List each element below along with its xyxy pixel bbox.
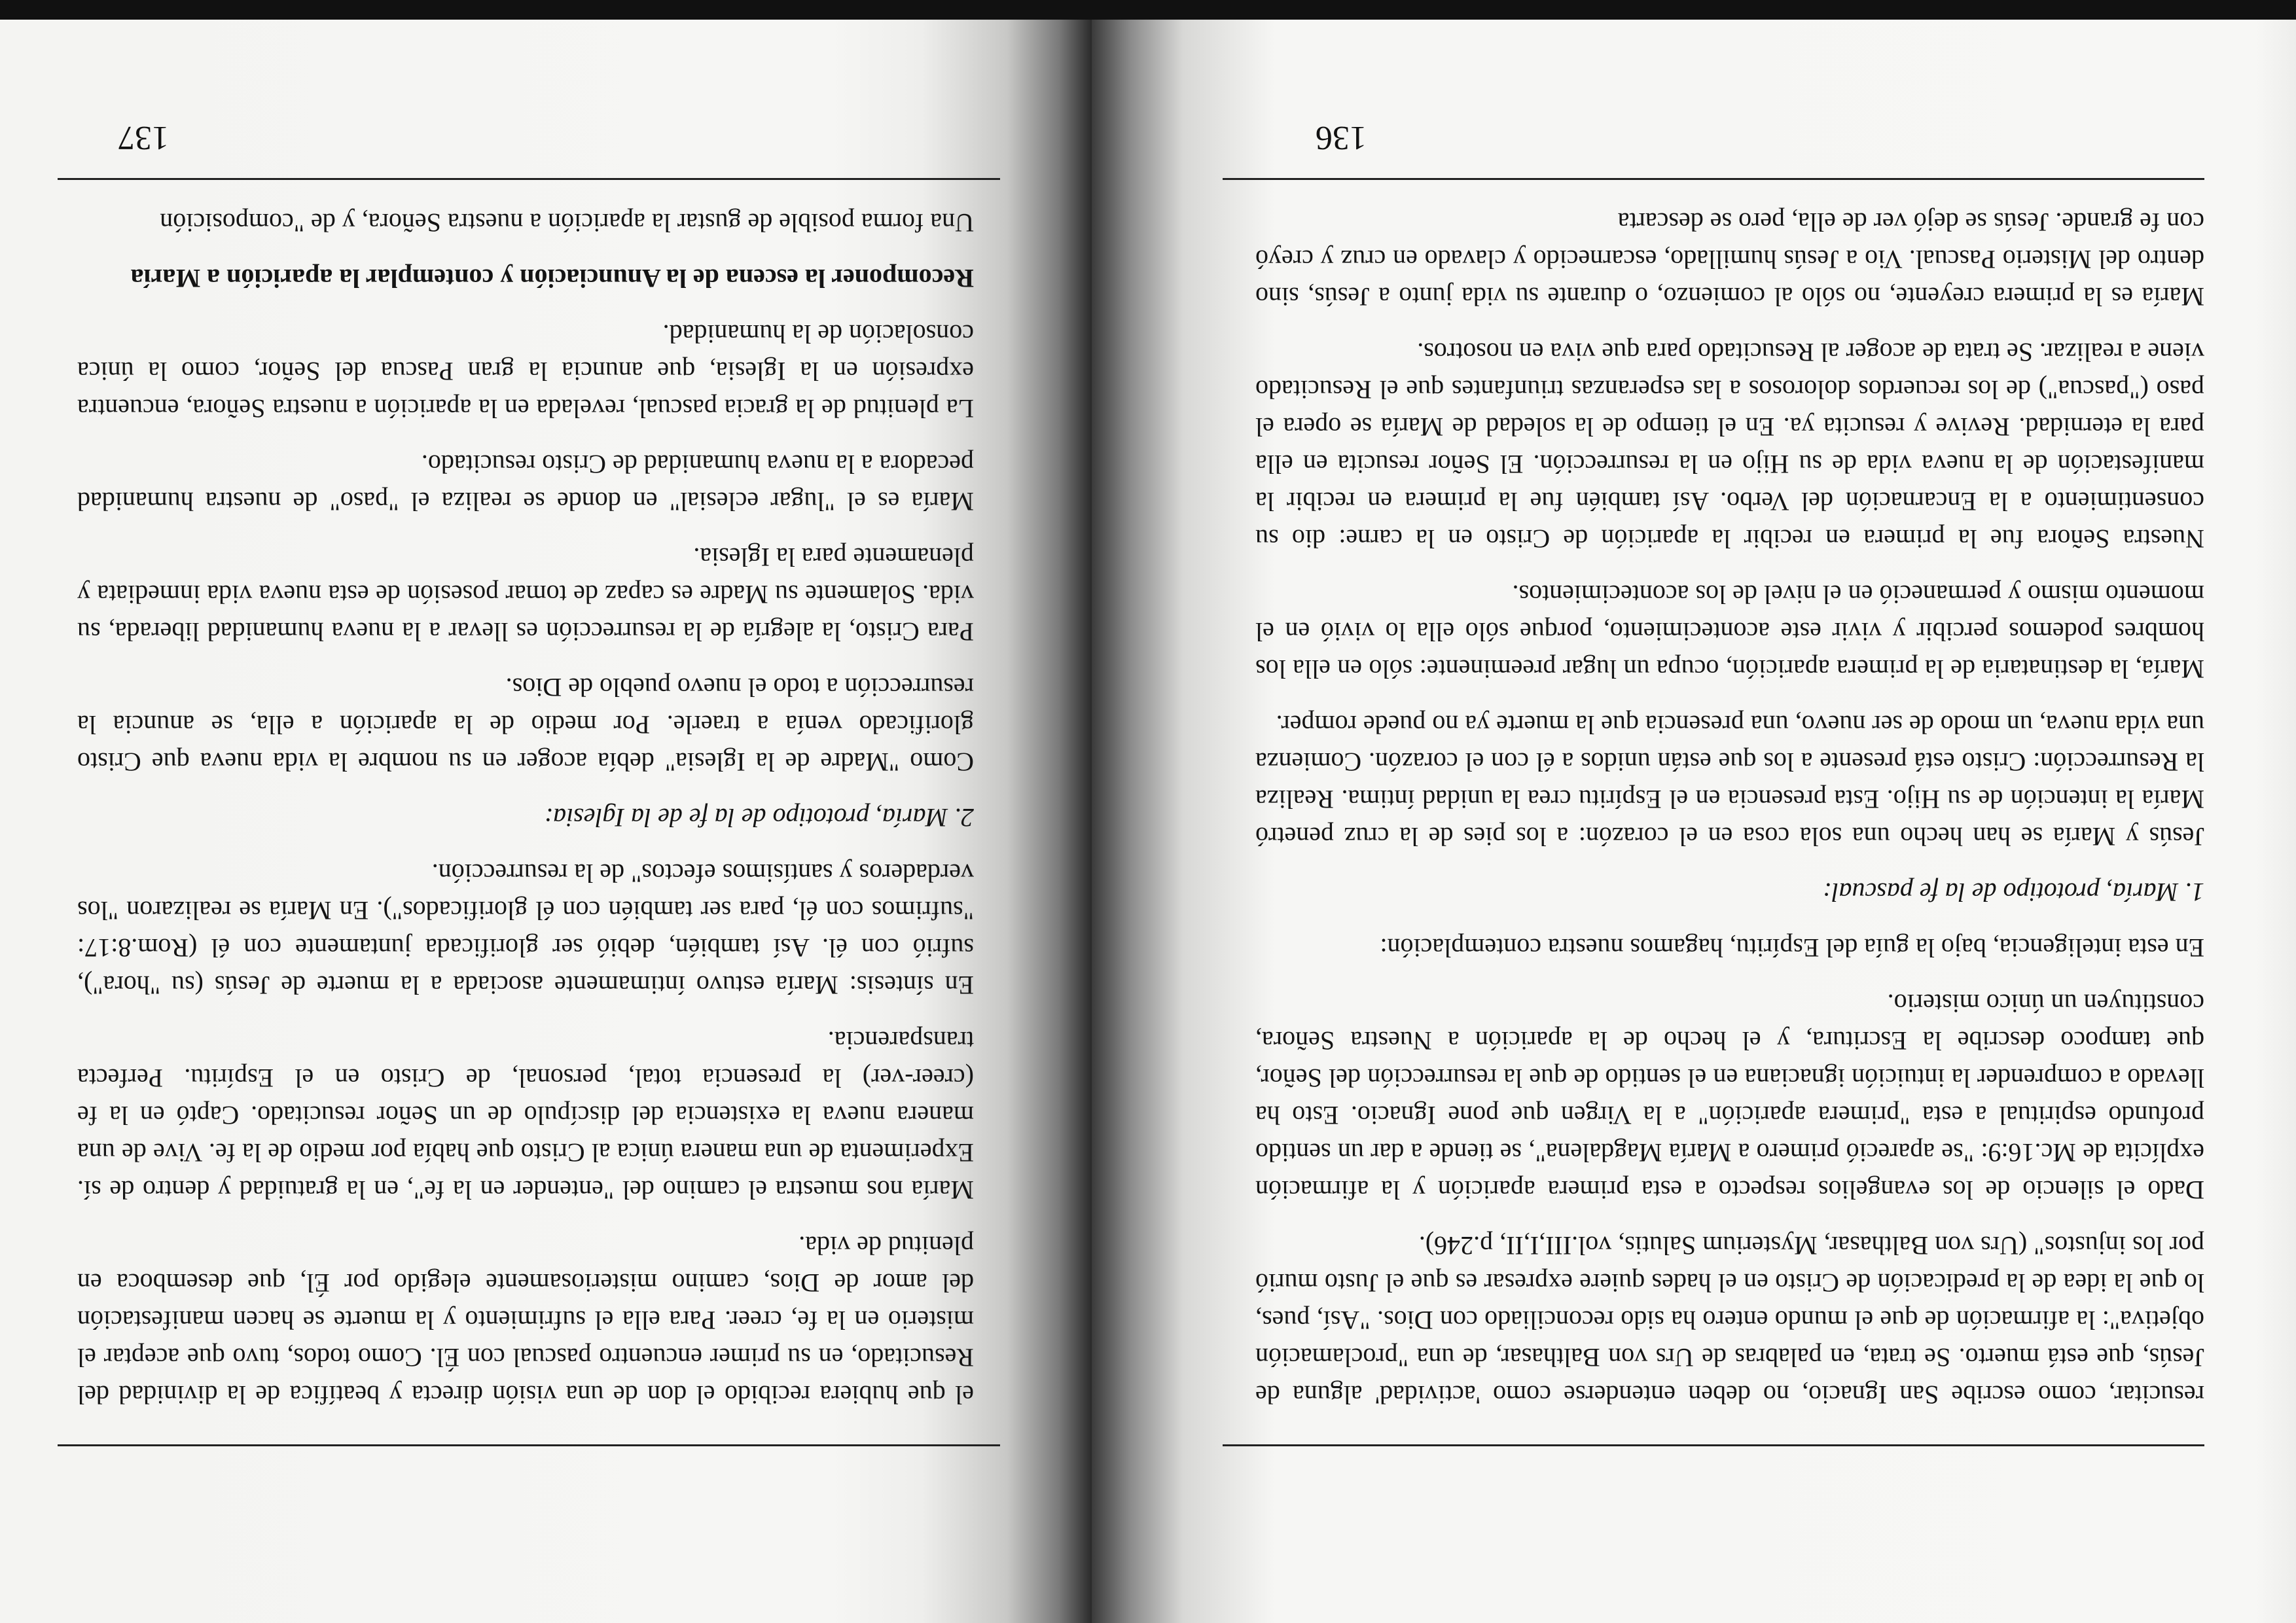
header-rule — [58, 178, 1000, 180]
paragraph: Como "Madre de la Iglesia" debía acoger en su nombre la vida nueva que Cristo glorificado venía a traerle. Por medio de la aparición a ella, se anuncia la resurrección a todo el nuevo pueblo de Dios. — [77, 673, 974, 777]
paragraph: Dado el silencio de los evangelios respecto a esta primera aparición y la afirmación explícita de Mc.16:9: "se apareció primero a María Magdalena", se tiende a dar un sentido profundo espiritual a esta "primera aparición" a la Virgen que pone Ignacio. Esto ha llevado a comprender la intuición ignaciana en el sentido de que la resurrección del Señor, que tampoco describe la Escritura, y el hecho de la aparición a Nuestra Señora, constituyen un único misterio. — [1255, 989, 2204, 1205]
paragraph: En esta inteligencia, bajo la guía del Espíritu, hagamos nuestra contemplación: — [1380, 933, 2204, 963]
paragraph: Para Cristo, la alegría de la resurrección es llevar a la nueva humanidad liberada, su vida. Solamente su Madre es capaz de tomar posesión de esta nueva vida inmediata y plenamente para la Iglesia. — [77, 543, 974, 647]
paragraph: resucitar, como escribe San Ignacio, no deben entenderse como 'actividad' alguna de Jesús, que está muerto. Se trata, en palabras de Urs von Balthasar, de una "proclamación objetiva": la afirmación de que el mundo entero ha sido reconciliado con Dios. "Así, pues, lo que la idea de la predicación de Cristo en el hades quiere expresar es que el Justo murió por los injustos" (Urs von Balthasar, Mysterium Salutis, vol.III,I,II, p.246). — [1255, 1231, 2204, 1410]
paragraph: Nuestra Señora fue la primera en recibir la aparición de Cristo en la carne: dio su consentimiento a la Encarnación del Verbo. Así también fue la primera en recibir la manifestación de la nueva vida de su Hijo en la resurrección. El Señor resucita en ella para la eternidad. Revive y resucita ya. En el tiempo de la soledad de María se opera el paso ("pascua") de los recuerdos dolorosos a las esperanzas triunfantes que el Resucitado viene a realizar. Se trata de acoger al Resucitado para que viva en nosotros. — [1255, 338, 2204, 554]
paragraph: María es el "lugar eclesial" en donde se realiza el "paso" de nuestra humanidad pecadora a la nueva humanidad de Cristo resucitado. — [77, 450, 974, 516]
page-136 — [1092, 0, 2296, 1623]
paragraph: Una forma posible de gustar la aparición a nuestra Señora, y de "composición — [160, 208, 974, 238]
paragraph: el que hubiera recibido el don de una visión directa y beatífica de la divinidad del Resucitado, en su primer encuentro pascual con Él. Como todos, tuvo que aceptar el misterio en la fe, creer. Para ella el sufrimiento y la muerte se hacen manifestación del amor de Dios, camino misteriosamente elegido por Él, que desemboca en plenitud de vida. — [77, 1231, 974, 1410]
paragraph: María nos muestra el camino del "entender en la fe", en la gratuidad y dentro de sí. Experimenta de una manera única al Cristo que había por medio de la fe. Vive de una manera nueva la existencia del discípulo de un Señor resucitado. Captó en la fe (creer-ver) la presencia total, personal, de Cristo en el Espíritu. Perfecta transparencia. — [77, 1026, 974, 1205]
footer-rule — [58, 1444, 1000, 1446]
paragraph: En síntesis: María estuvo íntimamente asociada a la muerte de Jesús (su "hora"), sufrió con él. Así también, debió ser glorificada juntamente con él (Rom.8:17: "sufrimos con él, para ser también con él glorificados"). En María se realizaron "los verdaderos y santísimos efectos" de la resurrección. — [77, 859, 974, 1000]
paragraph: María es la primera creyente, no sólo al comienzo, o durante su vida junto a Jesús, sino dentro del Misterio Pascual. Vio a Jesús humillado, escarnecido y clavado en cruz y creyó con fe grande. Jesús se dejó ver de ella, pero se descarta — [1255, 207, 2204, 312]
paragraph: María, la destinataria de la primera aparición, ocupa un lugar preeminente: sólo en ella los hombres podemos percibir y vivir este acontecimiento, porque sólo ella lo vivió en el momento mismo y permaneció en el nivel de los acontecimientos. — [1255, 580, 2204, 684]
section-heading-bold: Recomponer la escena de la Anunciación y contemplar la aparición a María — [130, 264, 974, 293]
section-heading: 1. María, prototipo de la fe pascual: — [1823, 878, 2204, 907]
scan-edge-bottom — [0, 0, 2296, 20]
paragraph: Jesús y María se han hecho una sola cosa en el corazón: a los pies de la cruz penetró María la intención de su Hijo. Esta presencia en el Espíritu crea la unidad íntima. Realiza la Resurrección: Cristo está presente a los que están unidos a él con el corazón. Comienza una vida nueva, un modo de ser nuevo, una presencia que la muerte ya no puede romper. — [1255, 710, 2204, 851]
paragraph: La plenitud de la gracia pascual, revelada en la aparición a nuestra Señora, encuentra expresión en la Iglesia, que anuncia la gran Pascua del Señor, como la única consolación de la humanidad. — [77, 319, 974, 423]
page-137: 137 el que hubiera recibido el don de una visión directa y beatífica de la divinidad del Resucitado, en su primer encuentro pascual con Él. Como todos, tuvo que aceptar el misterio en la fe, creer. Para ella el sufrimiento y la muerte se hacen manifestación del amor de Dios, camino misteriosamente elegido por Él, que desemboca en plenitud de vida. María nos muestra el camino del "entender en la fe", en la gratuidad y dentro de sí. Experimenta de una manera única al Cristo que había por medio de la fe. Vive de una manera nueva la existencia del discípulo de un Señor resucitado. Captó en la fe (creer-ver) la presencia total, personal, de Cristo en el Espíritu. Perfecta transparencia. En síntesis: María estuvo íntimamente asociada a la muerte de Jesús (su "hora"), sufrió con él. Así también, debió ser glorificada juntamente con él (Rom.8:17: "sufrimos con él, para ser también con él glorificados"). En María se realizaron "los verdaderos y santísimos efectos" de la resurrección. 2. María, prototipo de la fe de la Iglesia: Como "Madre de la Iglesia" debía acoger en su nombre la vida nueva que Cristo glorificado venía a traerle. Por medio de la aparición a ella, se anuncia la resurrección a todo el nuevo pueblo de Dios. Para Cristo, la alegría de la resurrección es llevar a la nueva humanidad liberada, su vida. Solamente su Madre es capaz de tomar posesión de esta nueva vida inmediata y plenamente para la Iglesia. María es el "lugar eclesial" en donde se realiza el "paso" de nuestra humanidad pecadora a la nueva humanidad de Cristo resucitado. La plenitud de la gracia pascual, revelada en la aparición a nuestra Señora, encuentra expresión en la Iglesia, que anuncia la gran Pascua del Señor, como la única consolación de la humanidad. Recomponer la escena de la Anunciación y contemplar la aparición a María Una forma posible de gustar la aparición a nuestra Señora, y de "composición — [0, 0, 1092, 1623]
footer-rule — [1223, 1444, 2204, 1446]
page-number: 136 — [1316, 119, 1367, 156]
header-rule — [1223, 178, 2204, 180]
section-heading: 2. María, prototipo de la fe de la Iglesia: — [544, 803, 974, 832]
page-137-body — [77, 204, 974, 1414]
page-136-body — [1255, 204, 2204, 1414]
